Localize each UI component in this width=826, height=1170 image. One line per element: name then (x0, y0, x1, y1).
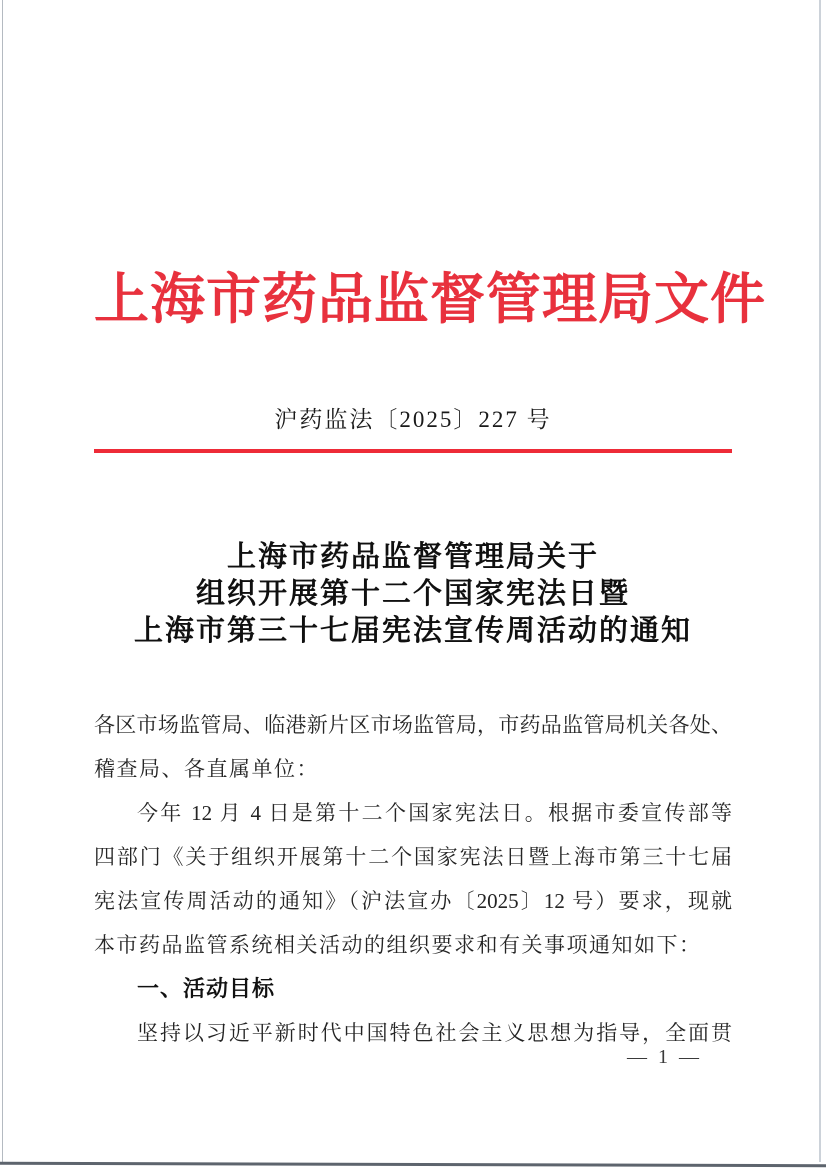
body-line: 坚持以习近平新时代中国特色社会主义思想为指导，全面贯 (137, 1021, 732, 1045)
page-number: — 1 — (627, 1046, 702, 1068)
document-number: 沪药监法〔2025〕227 号 (274, 407, 552, 432)
section-heading: 一、活动目标 (137, 976, 276, 1001)
scan-border-left (2, 0, 3, 1164)
document-content (94, 268, 767, 1055)
body-line: 四部门《关于组织开展第十二个国家宪法日暨上海市第三十七届 (94, 845, 732, 869)
body-line: 本市药品监管系统相关活动的组织要求和有关事项通知如下： (94, 933, 702, 957)
notice-title-line: 上海市第三十七届宪法宣传周活动的通知 (133, 615, 692, 647)
agency-header-title: 上海市药品监督管理局文件 (94, 269, 767, 330)
red-separator-rule (94, 449, 732, 453)
scan-border-bottom (0, 1162, 826, 1167)
notice-title-line: 组织开展第十二个国家宪法日暨 (195, 578, 630, 610)
notice-title-line: 上海市药品监督管理局关于 (226, 541, 599, 573)
body-line: 稽查局、各直属单位： (94, 757, 319, 781)
notice-title (94, 539, 732, 650)
body-line: 今年 12 月 4 日是第十二个国家宪法日。根据市委宣传部等 (137, 801, 732, 825)
scan-border-right (819, 0, 821, 1162)
body-line: 宪法宣传周活动的通知》（沪法宣办〔2025〕12 号）要求，现就 (94, 889, 732, 913)
body-line: 各区市场监管局、临港新片区市场监管局，市药品监管局机关各处、 (94, 713, 732, 737)
body-text (94, 703, 732, 1055)
